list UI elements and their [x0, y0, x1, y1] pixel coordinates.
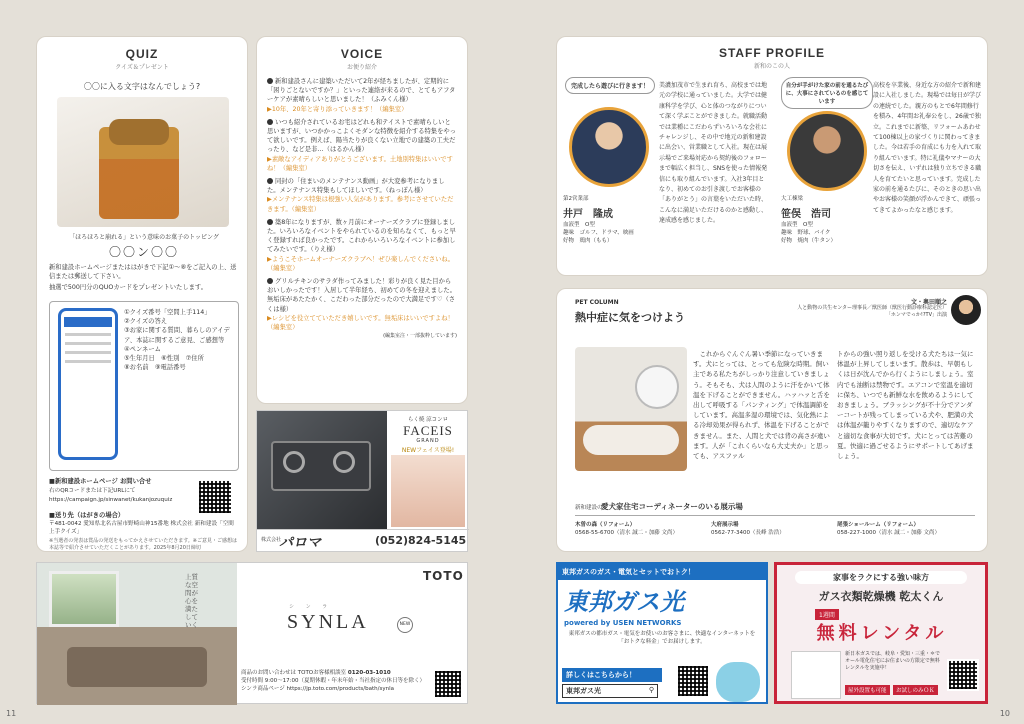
- bathtub-shape: [67, 647, 207, 687]
- toho-logo: 東邦ガス光: [564, 588, 684, 616]
- voice-list: [257, 71, 467, 341]
- staff2-details: 血液型 O型 趣味 野球、バイク 好物 焼肉（牛タン）: [781, 222, 837, 244]
- mail-address: 〒481-0042 愛知県北名古屋市野崎山神15番地 株式会社 新和建設「空間上手クイズ」: [49, 521, 234, 535]
- kankun-free: 無料レンタル: [816, 623, 948, 644]
- fan-shape: [635, 365, 679, 409]
- stove-photo: [257, 411, 387, 529]
- hp-contact-text[interactable]: 右のQRコードまたは下記URLにて https://campaign.jp/sinwanet/kukanjozuquiz: [49, 488, 173, 504]
- showroom-item: 木曽の森（リフォーム） 0568-55-6700（清水 誠二・加藤 文尚）: [575, 522, 678, 536]
- toto-logo: TOTO: [423, 569, 464, 583]
- showroom-divider: [575, 515, 975, 516]
- staff2-photo: [787, 111, 867, 191]
- staff2-bubble: 自分が手がけた家の前を通るたびに、大事にされているのを感じています: [781, 77, 873, 109]
- mascot-character: [716, 662, 760, 702]
- paloma-logo: パロマ: [279, 535, 321, 551]
- toho-detail-button[interactable]: 詳しくはこちらから！: [562, 668, 662, 682]
- staff2-text: 高校を卒業後、身近な方の紹介で新和建設に入社しました。現場では毎日が学びの連続でした。親方のもとで6年間修行を積み、4年間お礼奉公をし、26歳で独立。これまでに新築、リフォームあわせて100棟以上の家づくりに関わってきました。今は若手の育成にも力を入れて取り組んでいます。特に礼儀やマナーの大切さを伝え、いずれは独り立ちできる職人を育てたいと思っています。完成した家の前を通るたびに、そのときの思い出やお客様の笑顔が浮かんできて、頑張ってきてよかったなと感じます。: [873, 82, 982, 214]
- staff1-photo: [569, 107, 649, 187]
- staff1-name: 井戸 隆成: [563, 209, 613, 220]
- toho-desc: 東邦ガスの都市ガス・電気をお使いのお客さまに、快適なインターネットを「おトクな料金」でお届けします。: [568, 631, 756, 645]
- toto-contact: 商品のお問い合わせは TOTOお客様相談室 0120-03-1010 受付時間 9:00〜17:00（夏期休暇・年末年始・当社指定の休日等を除く） シンラ商品ページ https://jp.toto.com/products/bath/synla: [241, 670, 425, 692]
- kankun-ad[interactable]: [774, 562, 988, 704]
- voice-reply: ▶メンテナンス特集は根強い人気があります。参考にさせていただきます。（編集室）: [267, 196, 454, 213]
- paloma-company-label: 株式会社: [261, 537, 282, 543]
- synla-logo: SYNLA: [287, 611, 369, 633]
- quiz-question: 〇〇に入る文字はなんでしょう?: [83, 82, 201, 91]
- pet-text-1: これからぐんぐん暑い季節になっていきます。犬にとっては、とっても危険な時期。飼い主である私たちがしっかり注意していきましょう。そもそも、犬は人間のように汗をかいて体温を下げることができません。ハァハァと舌を出して呼吸する「パンティング」で体温調節をしています。高温多湿の環境では、気化熱による冷却効果が得られず、体温を下げることができません。また、人間と犬では背の高さが違います。人が「これくらいなら大丈夫か」と思っても、アスファル: [693, 350, 830, 461]
- crumble-topping: [109, 119, 169, 145]
- faceis-logo: FACEIS: [403, 423, 453, 438]
- staff1-bubble: 完成したら遊びに行きます！: [565, 77, 655, 94]
- faceis-grand: GRAND: [416, 438, 440, 444]
- page-number-right: 10: [999, 709, 1010, 718]
- dog-shape: [583, 425, 679, 455]
- staff2-name: 笹俣 浩司: [781, 209, 831, 220]
- synla-ruby: シ ン ラ: [289, 604, 333, 610]
- quiz-items-list: [124, 308, 236, 372]
- quiz-item: ⑤生年月日 ⑥性別 ⑦住所: [124, 355, 204, 363]
- voice-letter: グリルチキンのサラダ作ってみました！彩りが良く見た目からおいしかったです！入居して半年経ち、初めての冬を迎えました。無垢床があたたかく、こだわった部分だったので大満足です♡（さくは様）: [267, 278, 456, 313]
- pet-column-label: PET COLUMN: [575, 299, 619, 306]
- quiz-prize-text: 抽選で500円分のQUOカードをプレゼントいたします。: [49, 284, 208, 291]
- quiz-note: ※当選者の発表は賞品の発送をもってかえさせていただきます。※ご意見・ご感想は本誌等で紹介させていただくことがあります。2025年8月20日締切: [49, 538, 237, 551]
- paloma-ad[interactable]: [256, 410, 468, 552]
- page-number-left: 11: [6, 709, 17, 718]
- toho-gas-ad[interactable]: [556, 562, 768, 704]
- voice-reply: ▶10年、20年と寄り添っていきます！（編集室）: [267, 105, 408, 113]
- pet-panel: [556, 288, 988, 552]
- quiz-answer-boxes: 〇〇ン〇〇: [108, 245, 179, 259]
- author-avatar: [951, 295, 981, 325]
- dog-photo: [575, 347, 687, 471]
- voice-reply: ▶レシピを役立てていただき嬉しいです。無垢床はいいですよね！（編集室）: [267, 314, 454, 332]
- dryer-photo: [791, 651, 841, 699]
- quiz-item: ③お家に関する質問、暮らしのアイデア、本誌に関するご意見、ご感想等: [124, 327, 230, 344]
- cooktop: [271, 441, 371, 491]
- showroom-item: 大府展示場 0562-77-3400（長峰 浩浩）: [711, 522, 785, 536]
- pet-author-info: 人と動物の共生センター理事長／獣医師（獣医行動診療科認定医）「ホンマでっか!?TV」出演: [797, 305, 947, 318]
- quiz-entry-box: [49, 301, 239, 471]
- pet-title: 熱中症に気をつけよう: [575, 311, 685, 324]
- pet-text-2: トからの強い照り返しを受ける犬たちは一気に体温が上昇してしまいます。散歩は、早朝もしくは日が沈んでから行くようにしましょう。室内でも油断は禁物です。エアコンで室温を適切に保ち、いつでも新鮮な水を飲めるようにしておきましょう。ブラッシングが不十分でアンダーコートが残ってしまっている犬や、肥満の犬は体温が籠りやすくなりますので、適切なケアと適切な食事が大切です。犬にとっては苦難の夏。快適に過ごせるようにサポートしてあげましょう。: [837, 350, 974, 461]
- voice-letter: いつも紹介されているお宅はどれも和テイストで素晴らしいと思いますが、いつかかっこよくモダンな特徴を紹介する特集をやって欲しいです。例えば、陽当たりが良くない立地での建築の工夫だったり、など是非…（はるかん様）: [267, 118, 456, 154]
- staff1-text: 美濃加茂市で生まれ育ち、高校までは地元の学校に通っていました。大学では健康科学を学び、心と体のつながりについて深く学ぶことができました。就職活動では業種にこだわらずいろいろな会社にチャレンジし、その中で地元の新和建設に出会い、営業職として入社。現在は展示場でご来場対応から契約後のフォローまで幅広く担当し、SNSを使った情報発信にも取り組んでいます。入社3年目となり、初めてのお引き渡しでお客様の「ありがとう」の言葉をいただいた時、こんなに満足いただけるのかと感動し、達成感を感じました。: [659, 82, 768, 225]
- quiz-panel: [36, 36, 248, 552]
- quiz-instructions: 新和建設ホームページまたははがきで下記①〜⑧をご記入の上、送信または郵送して下さい。: [49, 264, 237, 281]
- toto-copy: 上質な空間が心を満たしていく: [185, 573, 198, 629]
- bathroom-photo: [37, 563, 237, 705]
- kankun-outdoor: 屋外設置も可能: [845, 685, 890, 695]
- voice-note: (編集室注・一部抜粋しています): [383, 333, 457, 340]
- paloma-footer: [257, 529, 469, 553]
- toho-banner: 東邦ガスのガス・電気とセットでおトク！: [558, 564, 766, 580]
- search-icon: ⚲: [648, 686, 654, 694]
- kankun-badge: 1週間: [815, 609, 839, 620]
- hp-contact-title: ■新和建設ホームページ お問い合せ: [49, 478, 152, 485]
- staff-panel: [556, 36, 988, 276]
- toto-ad[interactable]: [36, 562, 468, 704]
- faceis-new: NEWフェイス登場!: [401, 447, 455, 454]
- mail-title: ■送り先（はがきの場合）: [49, 512, 125, 519]
- quiz-item: ①クイズ番号「空間上手114」: [124, 309, 211, 316]
- paloma-phone[interactable]: (052)824-5145: [375, 534, 467, 547]
- quiz-caption: 「ほろほろと崩れる」という意味のお菓子のトッピング: [69, 234, 219, 241]
- dessert-photo: [57, 97, 229, 227]
- phone-mockup: [58, 308, 118, 460]
- toho-search-box[interactable]: 東邦ガス光 ⚲: [562, 684, 658, 698]
- voice-reply: ▶素敵なアイディアありがとうございます。土地別特集はいいですね！（編集室）: [267, 155, 453, 172]
- quiz-item: ②クイズの答え: [124, 318, 168, 326]
- showroom-title: 愛犬家住宅コーディネーターのいる展示場: [601, 502, 743, 511]
- voice-subtitle: お便り紹介: [346, 64, 377, 71]
- toho-powered: powered by USEN NETWORKS: [564, 619, 682, 627]
- kankun-desc: 新日本ガスでは、岐阜・愛知・三重・＊でオール電化住宅にお住まいの方限定で無料レンタルを実施中！: [845, 651, 941, 671]
- voice-title: VOICE: [340, 47, 384, 61]
- staff1-dept: 第2営業部: [563, 196, 589, 202]
- voice-panel: [256, 36, 468, 404]
- voice-reply: ▶ようこそホームオーナーズクラブへ！ぜひ楽しんでくださいね。（編集室）: [267, 255, 455, 272]
- kankun-qr-code[interactable]: [947, 659, 979, 691]
- voice-letter: 新和建設さんに建築いただいて2年が経ちましたが、定期的に「困りごとないですか？」といった連絡が来るので、とてもアフターケアが素晴らしいと思いました！（ふみくん様）: [267, 78, 456, 104]
- quiz-title: QUIZ: [125, 47, 159, 61]
- voice-letter: 築8年になりますが、数ヶ月前にオーナーズクラブに登録しました。いろいろなイベントをやられているのを知らなくて、もっと早く登録すれば良かったです。これからいろいろなイベントに参加してみたいです。（りえ様）: [267, 218, 456, 254]
- pet-author: 文・奥田順之: [910, 299, 947, 306]
- staff1-details: 血液型 O型 趣味 ゴルフ、ドラマ、映画 好物 鶏肉（もも）: [563, 222, 634, 244]
- phone-header-bar: [64, 317, 112, 327]
- staff-title: STAFF PROFILE: [718, 46, 826, 60]
- staff2-dept: 大工棟梁: [781, 196, 804, 202]
- paloma-tagline: らく焼 涼コンロ: [407, 417, 449, 423]
- voice-letter: 同封の「住まいのメンテナンス動画」が大変参考になりました。メンテナンス特集もしてほしいです。（ねっぽん様）: [267, 178, 445, 195]
- showroom-item: 尾張ショールーム（リフォーム） 058-227-1000（清水 誠二・加藤 文尚）: [837, 522, 940, 536]
- staff-subtitle: 新和のこの人: [753, 63, 790, 70]
- kankun-title: ガス衣類乾燥機 乾太くん: [818, 590, 944, 603]
- quiz-item: ④ペンネーム: [124, 345, 161, 353]
- synla-new-badge: NEW: [397, 617, 413, 633]
- quiz-subtitle: クイズ＆プレゼント: [115, 64, 169, 71]
- quiz-qr-code[interactable]: [197, 479, 233, 515]
- toto-qr-code[interactable]: [433, 669, 463, 699]
- window-shape: [49, 571, 119, 627]
- showroom-label: 新和建設の: [575, 505, 603, 511]
- paloma-sub-photo: [391, 455, 465, 527]
- kankun-top: 家事をラクにする強い味方: [795, 571, 967, 584]
- quiz-item: ⑧お名前 ⑨電話番号: [124, 364, 186, 372]
- kankun-trial: お試しのみＯＫ: [893, 685, 938, 695]
- toho-qr-code[interactable]: [676, 664, 710, 698]
